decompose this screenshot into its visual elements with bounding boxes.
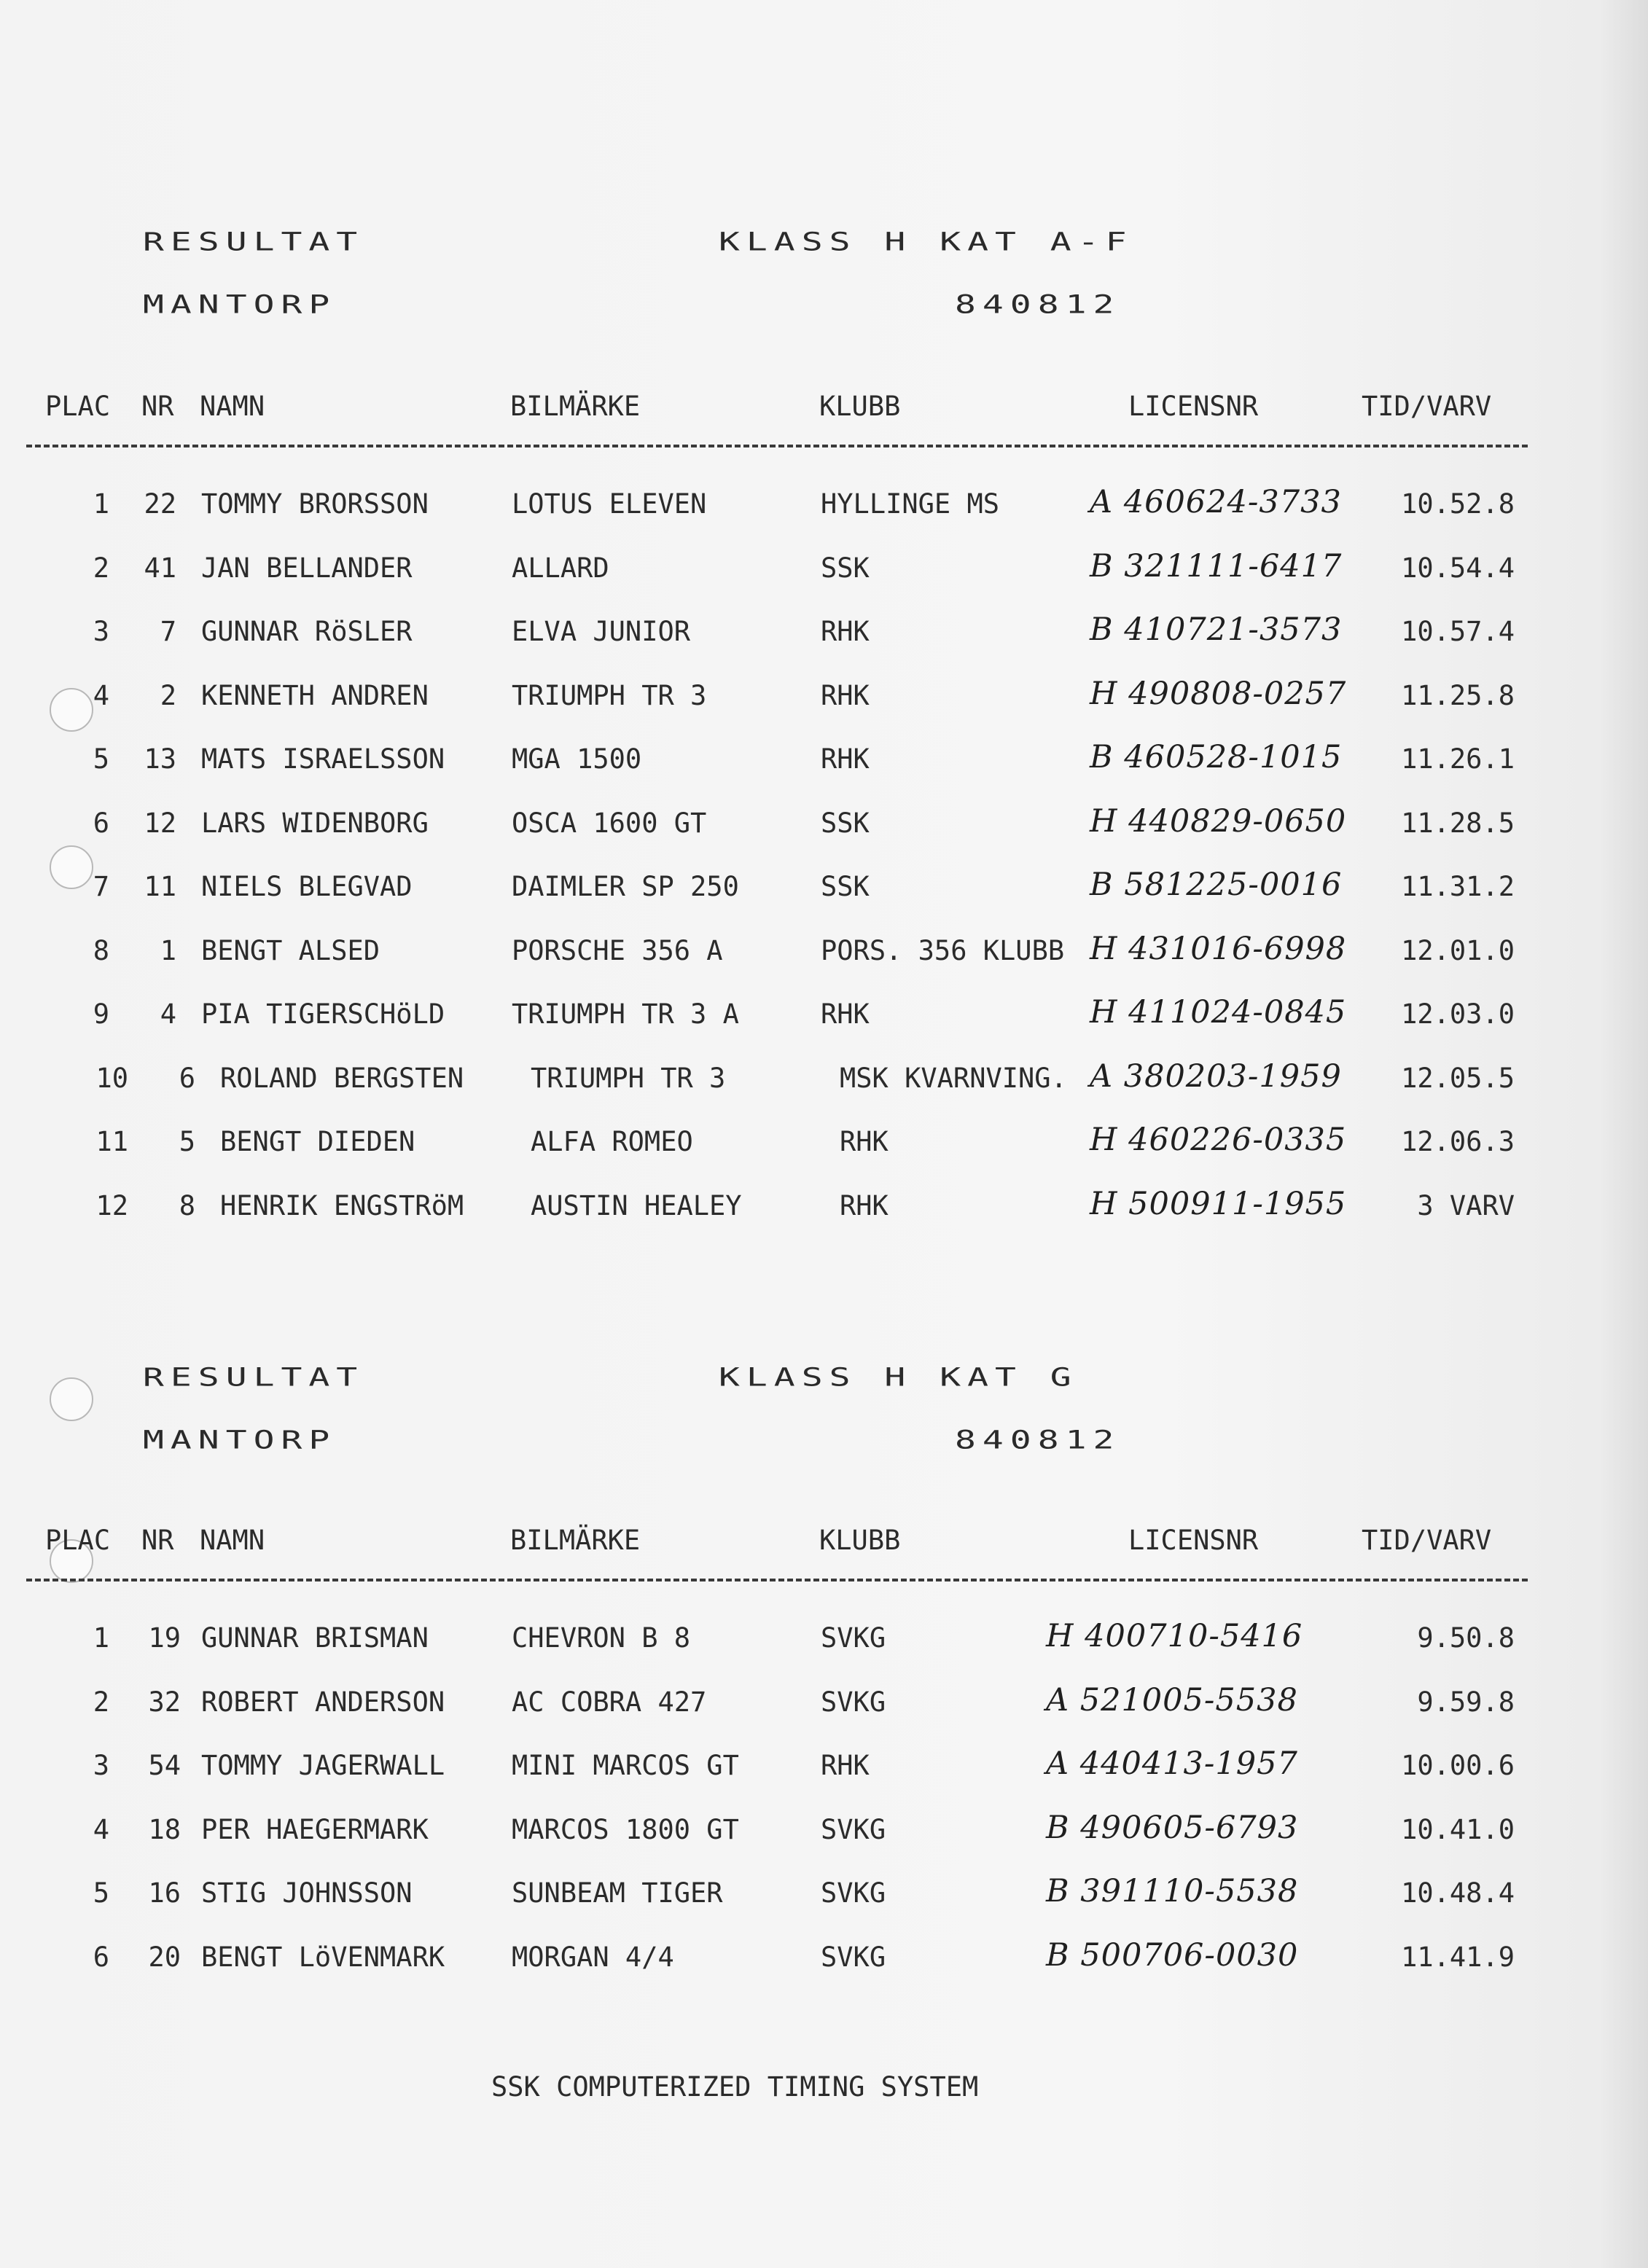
col-header-bilmarke: BILMÄRKE xyxy=(510,391,641,422)
license-cell: A 521005-5538 xyxy=(1046,1682,1298,1718)
number-cell: 5 xyxy=(179,1126,195,1157)
car-make-cell: MGA 1500 xyxy=(512,743,642,775)
place-cell: 8 xyxy=(93,935,109,966)
license-cell: A 440413-1957 xyxy=(1046,1745,1298,1782)
license-cell: B 391110-5538 xyxy=(1046,1873,1299,1909)
car-make-cell: OSCA 1600 GT xyxy=(512,808,707,839)
col-header-namn: NAMN xyxy=(200,391,265,422)
punch-hole xyxy=(50,688,93,732)
club-cell: RHK xyxy=(840,1190,889,1221)
time-cell: 10.00.6 xyxy=(1401,1750,1515,1781)
club-cell: SVKG xyxy=(821,1622,886,1654)
place-cell: 1 xyxy=(93,488,109,520)
place-cell: 2 xyxy=(93,552,109,584)
punch-hole xyxy=(50,845,93,889)
car-make-cell: MORGAN 4/4 xyxy=(512,1942,674,1973)
car-make-cell: TRIUMPH TR 3 A xyxy=(512,998,739,1030)
place-cell: 10 xyxy=(95,1063,128,1094)
time-cell: 10.52.8 xyxy=(1401,488,1515,520)
time-cell: 9.59.8 xyxy=(1417,1686,1515,1718)
license-cell: B 321111-6417 xyxy=(1090,548,1343,584)
club-cell: PORS. 356 KLUBB xyxy=(821,935,1065,966)
place-cell: 12 xyxy=(95,1190,128,1221)
number-cell: 16 xyxy=(148,1877,181,1909)
col-header-tid: TID/VARV xyxy=(1362,1525,1492,1556)
place-cell: 6 xyxy=(93,808,109,839)
license-cell: A 380203-1959 xyxy=(1090,1058,1342,1095)
time-cell: 9.50.8 xyxy=(1417,1622,1515,1654)
number-cell: 2 xyxy=(160,680,176,711)
number-cell: 32 xyxy=(148,1686,181,1718)
club-cell: RHK xyxy=(821,680,870,711)
place-cell: 3 xyxy=(93,616,109,647)
time-cell: 10.57.4 xyxy=(1401,616,1515,647)
col-header-tid: TID/VARV xyxy=(1362,391,1492,422)
time-cell: 10.41.0 xyxy=(1401,1814,1515,1845)
time-cell: 11.31.2 xyxy=(1401,871,1515,902)
time-cell: 12.01.0 xyxy=(1401,935,1515,966)
col-header-klubb: KLUBB xyxy=(819,1525,901,1556)
license-cell: B 410721-3573 xyxy=(1090,611,1343,648)
place-cell: 6 xyxy=(93,1942,109,1973)
driver-name-cell: GUNNAR BRISMAN xyxy=(201,1622,429,1654)
time-cell: 11.26.1 xyxy=(1401,743,1515,775)
driver-name-cell: STIG JOHNSSON xyxy=(201,1877,413,1909)
time-cell: 12.05.5 xyxy=(1401,1063,1515,1094)
club-cell: SSK xyxy=(821,871,870,902)
car-make-cell: TRIUMPH TR 3 xyxy=(531,1063,726,1094)
punch-hole xyxy=(50,1377,93,1421)
number-cell: 8 xyxy=(179,1190,195,1221)
time-cell: 11.41.9 xyxy=(1401,1942,1515,1973)
driver-name-cell: HENRIK ENGSTRöM xyxy=(220,1190,464,1221)
club-cell: RHK xyxy=(821,743,870,775)
number-cell: 7 xyxy=(160,616,176,647)
license-cell: B 581225-0016 xyxy=(1090,867,1343,903)
club-cell: SVKG xyxy=(821,1686,886,1718)
col-header-licensnr: LICENSNR xyxy=(1128,391,1259,422)
number-cell: 6 xyxy=(179,1063,195,1094)
time-cell: 3 VARV xyxy=(1417,1190,1515,1221)
number-cell: 18 xyxy=(148,1814,181,1845)
club-cell: RHK xyxy=(821,998,870,1030)
col-header-klubb: KLUBB xyxy=(819,391,901,422)
club-cell: RHK xyxy=(840,1126,889,1157)
col-header-namn: NAMN xyxy=(200,1525,265,1556)
car-make-cell: ELVA JUNIOR xyxy=(512,616,691,647)
number-cell: 13 xyxy=(144,743,176,775)
license-cell: H 500911-1955 xyxy=(1090,1186,1347,1222)
driver-name-cell: JAN BELLANDER xyxy=(201,552,413,584)
license-cell: H 460226-0335 xyxy=(1090,1122,1347,1158)
club-cell: SVKG xyxy=(821,1814,886,1845)
club-cell: RHK xyxy=(821,1750,870,1781)
car-make-cell: PORSCHE 356 A xyxy=(512,935,723,966)
number-cell: 22 xyxy=(144,488,176,520)
place-cell: 1 xyxy=(93,1622,109,1654)
car-make-cell: ALLARD xyxy=(512,552,609,584)
date-heading: 840812 xyxy=(955,1426,1121,1455)
number-cell: 11 xyxy=(144,871,176,902)
place-cell: 11 xyxy=(95,1126,128,1157)
number-cell: 1 xyxy=(160,935,176,966)
dashed-rule xyxy=(26,1579,1528,1581)
driver-name-cell: BENGT DIEDEN xyxy=(220,1126,415,1157)
number-cell: 54 xyxy=(148,1750,181,1781)
driver-name-cell: NIELS BLEGVAD xyxy=(201,871,413,902)
place-cell: 7 xyxy=(93,871,109,902)
venue-heading: MANTORP xyxy=(143,290,337,320)
driver-name-cell: BENGT LöVENMARK xyxy=(201,1942,445,1973)
club-cell: HYLLINGE MS xyxy=(821,488,1000,520)
license-cell: A 460624-3733 xyxy=(1090,484,1342,520)
place-cell: 9 xyxy=(93,998,109,1030)
driver-name-cell: LARS WIDENBORG xyxy=(201,808,429,839)
driver-name-cell: ROBERT ANDERSON xyxy=(201,1686,445,1718)
class-heading: KLASS H KAT A-F xyxy=(719,227,1133,257)
driver-name-cell: ROLAND BERGSTEN xyxy=(220,1063,464,1094)
number-cell: 19 xyxy=(148,1622,181,1654)
license-cell: H 411024-0845 xyxy=(1090,994,1347,1031)
time-cell: 11.28.5 xyxy=(1401,808,1515,839)
time-cell: 10.54.4 xyxy=(1401,552,1515,584)
col-header-licensnr: LICENSNR xyxy=(1128,1525,1259,1556)
col-header-plac: PLAC xyxy=(45,1525,111,1556)
time-cell: 11.25.8 xyxy=(1401,680,1515,711)
car-make-cell: AUSTIN HEALEY xyxy=(531,1190,742,1221)
time-cell: 12.06.3 xyxy=(1401,1126,1515,1157)
license-cell: H 490808-0257 xyxy=(1090,676,1347,712)
col-header-plac: PLAC xyxy=(45,391,111,422)
car-make-cell: MINI MARCOS GT xyxy=(512,1750,739,1781)
time-cell: 10.48.4 xyxy=(1401,1877,1515,1909)
resultat-heading: RESULTAT xyxy=(143,1363,364,1393)
car-make-cell: LOTUS ELEVEN xyxy=(512,488,707,520)
car-make-cell: MARCOS 1800 GT xyxy=(512,1814,739,1845)
footer-text: SSK COMPUTERIZED TIMING SYSTEM xyxy=(491,2071,979,2103)
club-cell: SSK xyxy=(821,808,870,839)
dashed-rule xyxy=(26,445,1528,447)
place-cell: 4 xyxy=(93,680,109,711)
license-cell: B 460528-1015 xyxy=(1090,739,1343,775)
driver-name-cell: KENNETH ANDREN xyxy=(201,680,429,711)
col-header-nr: NR xyxy=(141,1525,174,1556)
car-make-cell: CHEVRON B 8 xyxy=(512,1622,691,1654)
col-header-nr: NR xyxy=(141,391,174,422)
car-make-cell: AC COBRA 427 xyxy=(512,1686,707,1718)
number-cell: 12 xyxy=(144,808,176,839)
car-make-cell: TRIUMPH TR 3 xyxy=(512,680,707,711)
license-cell: B 500706-0030 xyxy=(1046,1937,1299,1974)
number-cell: 41 xyxy=(144,552,176,584)
place-cell: 4 xyxy=(93,1814,109,1845)
place-cell: 5 xyxy=(93,743,109,775)
driver-name-cell: PIA TIGERSCHöLD xyxy=(201,998,445,1030)
date-heading: 840812 xyxy=(955,290,1121,320)
driver-name-cell: MATS ISRAELSSON xyxy=(201,743,445,775)
driver-name-cell: GUNNAR RöSLER xyxy=(201,616,413,647)
resultat-heading: RESULTAT xyxy=(143,227,364,257)
club-cell: SSK xyxy=(821,552,870,584)
class-heading: KLASS H KAT G xyxy=(719,1363,1078,1393)
license-cell: H 400710-5416 xyxy=(1046,1618,1303,1654)
car-make-cell: DAIMLER SP 250 xyxy=(512,871,739,902)
car-make-cell: SUNBEAM TIGER xyxy=(512,1877,723,1909)
license-cell: H 440829-0650 xyxy=(1090,803,1347,840)
place-cell: 3 xyxy=(93,1750,109,1781)
license-cell: B 490605-6793 xyxy=(1046,1810,1299,1846)
driver-name-cell: TOMMY JAGERWALL xyxy=(201,1750,445,1781)
col-header-bilmarke: BILMÄRKE xyxy=(510,1525,641,1556)
venue-heading: MANTORP xyxy=(143,1426,337,1455)
license-cell: H 431016-6998 xyxy=(1090,931,1347,967)
club-cell: SVKG xyxy=(821,1877,886,1909)
driver-name-cell: TOMMY BRORSSON xyxy=(201,488,429,520)
driver-name-cell: BENGT ALSED xyxy=(201,935,380,966)
driver-name-cell: PER HAEGERMARK xyxy=(201,1814,429,1845)
place-cell: 2 xyxy=(93,1686,109,1718)
number-cell: 20 xyxy=(148,1942,181,1973)
place-cell: 5 xyxy=(93,1877,109,1909)
time-cell: 12.03.0 xyxy=(1401,998,1515,1030)
car-make-cell: ALFA ROMEO xyxy=(531,1126,693,1157)
club-cell: MSK KVARNVING. xyxy=(840,1063,1067,1094)
club-cell: RHK xyxy=(821,616,870,647)
club-cell: SVKG xyxy=(821,1942,886,1973)
number-cell: 4 xyxy=(160,998,176,1030)
